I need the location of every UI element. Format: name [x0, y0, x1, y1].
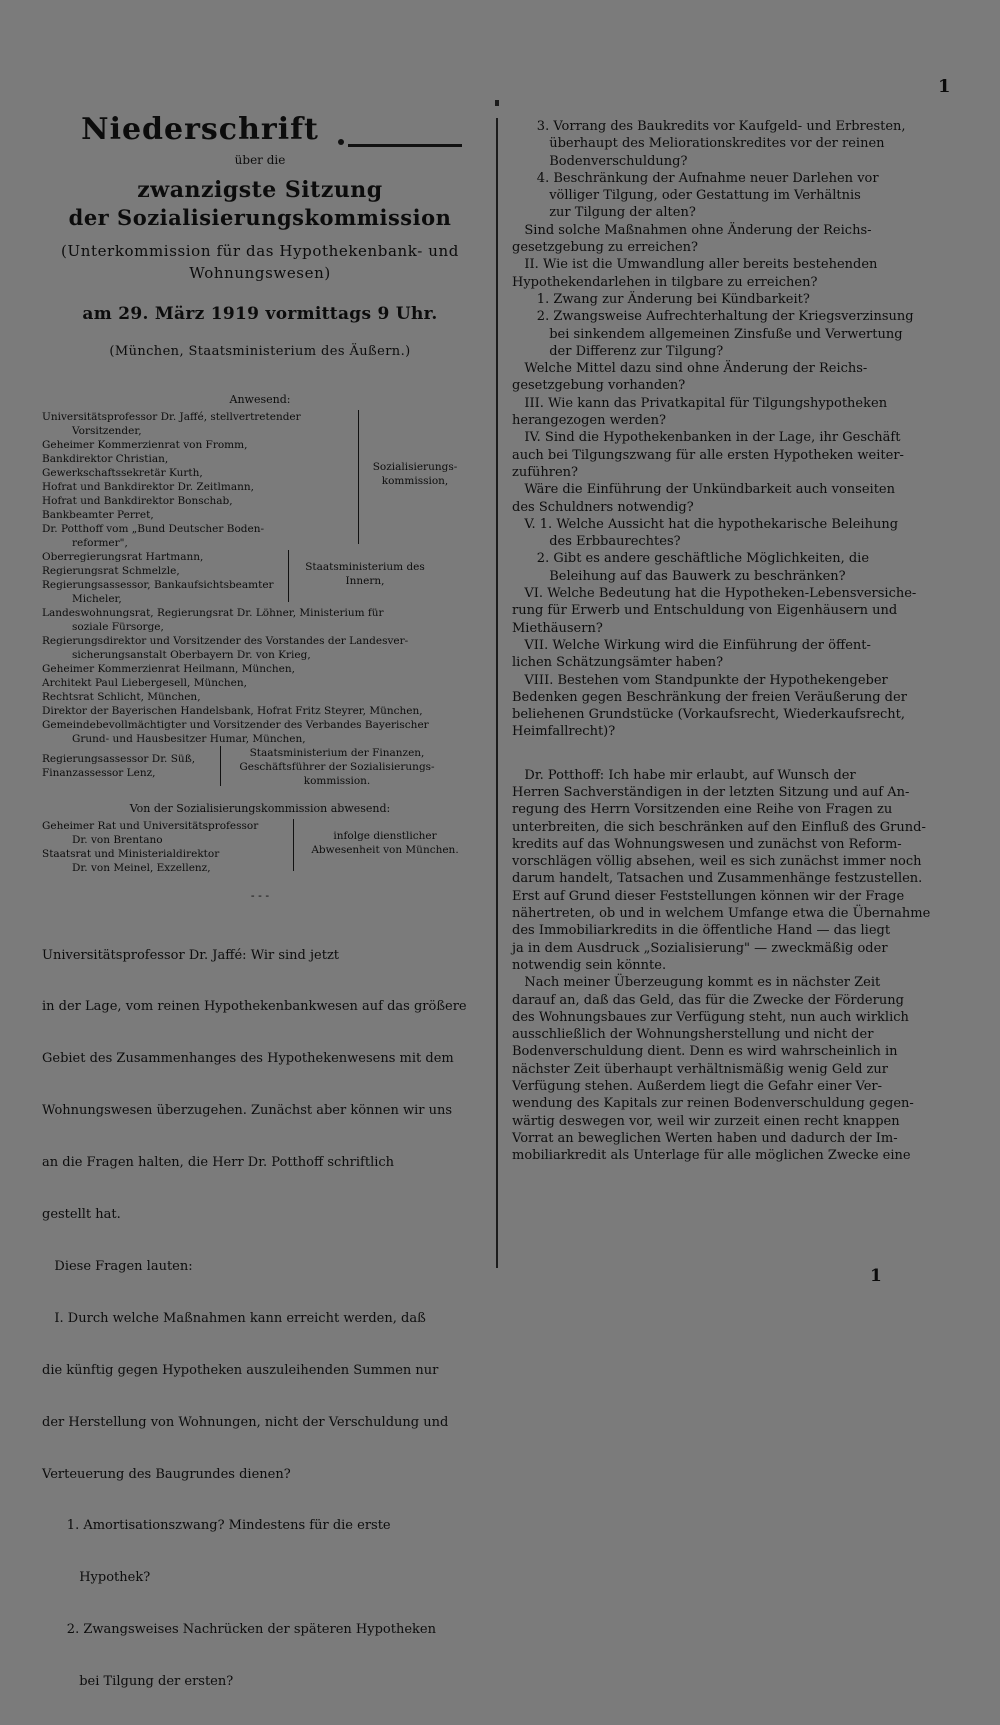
right-column [512, 118, 948, 1165]
absent-group [42, 819, 478, 875]
attendees-others [42, 606, 478, 746]
body-line: bei Tilgung der ersten? [42, 1674, 234, 1690]
attendee: Regierungsassessor Dr. Süß, [42, 753, 196, 765]
body-line: III. Wie kann das Privatkapital für Tilgungshypotheken [512, 395, 888, 411]
body-line: herangezogen werden? [512, 413, 667, 429]
body-line: Gebiet des Zusammenhanges des Hypothekenwesens mit dem [42, 1051, 454, 1067]
attendees-group-1 [42, 410, 478, 550]
over-text: über die [234, 153, 286, 167]
body-line: Welche Mittel dazu sind ohne Änderung der Reichs- [512, 361, 868, 377]
attendee: Bankdirektor Christian, [42, 453, 169, 465]
brace [293, 819, 294, 871]
body-line: vorschlägen völlig absehen, weil es sich zunächst immer noch [512, 854, 922, 870]
body-line: Hypothekendarlehen in tilgbare zu erreichen? [512, 274, 818, 290]
body-line: Sind solche Maßnahmen ohne Änderung der Reichs- [512, 222, 872, 238]
questions-list [512, 118, 948, 741]
body-line: wendung des Kapitals zur reinen Bodenverschuldung gegen- [512, 1096, 914, 1112]
attendee: Hofrat und Bankdirektor Bonschab, [42, 495, 233, 507]
attendee: Landeswohnungsrat, Regierungsrat Dr. Löhner, Ministerium für [42, 607, 384, 619]
body-line: des Immobiliarkredits in die öffentliche Hand — das liegt [512, 923, 891, 939]
body-line: Miethäusern? [512, 620, 603, 636]
body-line: des Schuldners notwendig? [512, 499, 694, 515]
attendee: Micheler, [72, 593, 122, 605]
group-label: infolge dienstlicher [333, 830, 437, 842]
body-line: die künftig gegen Hypotheken auszuleihenden Summen nur [42, 1362, 439, 1378]
subcommission-line-2: Wohnungswesen) [189, 264, 331, 282]
session-heading: zwanzigste Sitzung [137, 177, 383, 203]
body-line: mobiliarkredit als Unterlage für alle möglichen Zwecke eine [512, 1148, 911, 1164]
attendee: Regierungsassessor, Bankaufsichtsbeamter [42, 579, 274, 591]
body-line: 2. Gibt es andere geschäftliche Möglichkeiten, die [512, 551, 870, 567]
attendees-group-2 [42, 550, 478, 606]
body-line: 3. Vorrang des Baukredits vor Kaufgeld- und Erbresten, [512, 119, 906, 134]
brace [288, 550, 289, 602]
body-line: regung des Herrn Vorsitzenden eine Reihe von Fragen zu [512, 802, 893, 818]
absent-member: Geheimer Rat und Universitätsprofessor [42, 820, 259, 832]
body-line: Vorrat an beweglichen Werten haben und dadurch der Im- [512, 1130, 898, 1146]
group-label: kommission. [303, 775, 371, 787]
group-label: Sozialisierungs- [372, 461, 458, 473]
body-line: des Wohnungsbaues zur Verfügung steht, nun auch wirklich [512, 1009, 909, 1025]
body-line: beliehenen Grundstücke (Vorkaufsrecht, Wiederkaufsrecht, [512, 707, 906, 723]
attendee: Finanzassessor Lenz, [42, 767, 156, 779]
potthoff-speech [512, 767, 948, 1165]
attendee: reformer", [72, 537, 128, 549]
body-line: Hypothek? [42, 1570, 151, 1586]
body-line: II. Wie ist die Umwandlung aller bereits bestehenden [512, 257, 878, 273]
attendee: soziale Fürsorge, [72, 621, 164, 633]
body-line: völliger Tilgung, oder Gestattung im Verhältnis [512, 188, 861, 204]
body-line: notwendig sein könnte. [512, 957, 667, 973]
absent-member: Dr. von Meinel, Exzellenz, [72, 862, 211, 874]
left-column [42, 112, 478, 1725]
absent-member: Dr. von Brentano [72, 834, 163, 846]
absent-heading: Von der Sozialisierungskommission abwesend: [129, 802, 391, 815]
attendee: Vorsitzender, [72, 425, 142, 437]
attendee: Regierungsdirektor und Vorsitzender des Vorstandes der Landesver- [42, 635, 409, 647]
body-line: kredits auf das Wohnungswesen und zunächst von Reform- [512, 836, 902, 852]
session-date: am 29. März 1919 vormittags 9 Uhr. [82, 304, 438, 324]
title-rule-dot [338, 139, 344, 145]
body-line: darum handelt, Tatsachen und Zusammenhänge festzustellen. [512, 871, 923, 887]
column-dot [495, 100, 499, 106]
body-line: Nach meiner Überzeugung kommt es in nächster Zeit [512, 975, 881, 991]
body-line: zur Tilgung der alten? [512, 205, 696, 221]
title-block [42, 112, 478, 147]
body-line: VI. Welche Bedeutung hat die Hypotheken-Lebensversiche- [512, 586, 917, 602]
body-line: 1. Amortisationszwang? Mindestens für die erste [42, 1518, 391, 1534]
body-line: Verteuerung des Baugrundes dienen? [42, 1466, 291, 1482]
body-line: gesetzgebung vorhanden? [512, 378, 686, 394]
body-line: überhaupt des Meliorationskredites vor der reinen [512, 136, 885, 152]
attendee: Rechtsrat Schlicht, München, [42, 691, 201, 703]
attendee: Bankbeamter Perret, [42, 509, 154, 521]
body-line: Universitätsprofessor Dr. Jaffé: Wir sind jetzt [42, 947, 340, 963]
body-line: Wohnungswesen überzugehen. Zunächst aber können wir uns [42, 1103, 453, 1119]
body-line: Bedenken gegen Beschränkung der freien Veräußerung der [512, 689, 907, 705]
body-line: gestellt hat. [42, 1207, 121, 1223]
attendee: Architekt Paul Liebergesell, München, [42, 677, 247, 689]
body-line: des Erbbaurechtes? [512, 534, 681, 550]
attendee: Dr. Potthoff vom „Bund Deutscher Boden- [42, 523, 265, 535]
body-line: Bodenverschuldung? [512, 153, 688, 169]
body-line: 2. Zwangsweise Aufrechterhaltung der Kriegsverzinsung [512, 309, 914, 325]
body-line: lichen Schätzungsämter haben? [512, 655, 724, 671]
commission-heading: der Sozialisierungskommission [68, 205, 452, 230]
body-line: Heimfallrecht)? [512, 724, 616, 740]
body-line: ja in dem Ausdruck „Sozialisierung" — zweckmäßig oder [512, 940, 888, 956]
session-place: (München, Staatsministerium des Äußern.) [109, 344, 411, 359]
body-line: Beleihung auf das Bauwerk zu beschränken? [512, 568, 846, 584]
body-line: unterbreiten, die sich beschränken auf den Einfluß des Grund- [512, 819, 926, 835]
body-line: darauf an, daß das Geld, das für die Zwecke der Förderung [512, 992, 904, 1008]
attendee: Geheimer Kommerzienrat von Fromm, [42, 439, 248, 451]
attendee: Geheimer Kommerzienrat Heilmann, München, [42, 663, 295, 675]
body-line: Wäre die Einführung der Unkündbarkeit auch vonseiten [512, 482, 895, 498]
body-line: Herren Sachverständigen in der letzten Sitzung und auf An- [512, 784, 910, 800]
body-line: Dr. Potthoff: Ich habe mir erlaubt, auf Wunsch der [512, 767, 856, 783]
group-label: Abwesenheit von München. [311, 844, 459, 856]
body-line: 2. Zwangsweises Nachrücken der späteren Hypotheken [42, 1622, 436, 1638]
body-line: Bodenverschuldung dient. Denn es wird wahrscheinlich in [512, 1044, 898, 1060]
body-line: 1. Zwang zur Änderung bei Kündbarkeit? [512, 291, 810, 307]
document-title: Niederschrift [81, 112, 319, 147]
body-line: rung für Erwerb und Entschuldung von Eigenhäusern und [512, 603, 898, 619]
attendee: Direktor der Bayerischen Handelsbank, Hofrat Fritz Steyrer, München, [42, 705, 423, 717]
body-line: in der Lage, vom reinen Hypothekenbankwesen auf das größere [42, 999, 467, 1015]
attendees-heading: Anwesend: [229, 393, 291, 406]
body-line: Verfügung stehen. Außerdem liegt die Gefahr einer Ver- [512, 1079, 883, 1095]
body-line: 4. Beschränkung der Aufnahme neuer Darlehen vor [512, 170, 879, 186]
body-line: Erst auf Grund dieser Feststellungen können wir der Frage [512, 888, 905, 904]
group-label: Staatsministerium des [305, 561, 425, 573]
separator: - - - [250, 889, 270, 902]
body-line: nähertreten, ob und in welchem Umfange etwa die Übernahme [512, 906, 931, 922]
page-number-bottom: 1 [870, 1266, 882, 1286]
attendee: Gewerkschaftssekretär Kurth, [42, 467, 203, 479]
brace [220, 746, 221, 786]
body-line: nächster Zeit überhaupt verhältnismäßig wenig Geld zur [512, 1061, 888, 1077]
page-number-top: 1 [938, 76, 951, 97]
body-line: V. 1. Welche Aussicht hat die hypothekarische Beleihung [512, 516, 899, 532]
attendee: Oberregierungsrat Hartmann, [42, 551, 204, 563]
attendees-group-3 [42, 746, 478, 788]
group-label: kommission, [381, 475, 449, 487]
body-line: gesetzgebung zu erreichen? [512, 240, 699, 256]
group-label: Geschäftsführer der Sozialisierungs- [239, 761, 435, 773]
body-line: I. Durch welche Maßnahmen kann erreicht werden, daß [42, 1310, 426, 1326]
body-line: VII. Welche Wirkung wird die Einführung der öffent- [512, 637, 871, 653]
body-line: Diese Fragen lauten: [42, 1258, 193, 1274]
group-label: Staatsministerium der Finanzen, [249, 747, 425, 759]
title-rule [348, 144, 462, 147]
attendee: Gemeindebevollmächtigter und Vorsitzender des Verbandes Bayerischer [42, 719, 429, 731]
body-line: wärtig deswegen vor, weil wir zurzeit einen recht knappen [512, 1113, 900, 1129]
attendee: Hofrat und Bankdirektor Dr. Zeitlmann, [42, 481, 254, 493]
body-line: zuführen? [512, 464, 579, 480]
body-line: der Herstellung von Wohnungen, nicht der Verschuldung und [42, 1414, 449, 1430]
body-line: an die Fragen halten, die Herr Dr. Potthoff schriftlich [42, 1155, 395, 1171]
group-label: Innern, [345, 575, 385, 587]
body-line: ausschließlich der Wohnungsherstellung und nicht der [512, 1027, 874, 1043]
subcommission-line-1: (Unterkommission für das Hypothekenbank- und [61, 242, 459, 260]
body-line: VIII. Bestehen vom Standpunkte der Hypothekengeber [512, 672, 888, 688]
body-line: IV. Sind die Hypothekenbanken in der Lage, ihr Geschäft [512, 430, 901, 446]
body-line: auch bei Tilgungszwang für alle ersten Hypotheken weiter- [512, 447, 904, 463]
body-line: der Differenz zur Tilgung? [512, 343, 724, 359]
attendee: Universitätsprofessor Dr. Jaffé, stellvertretender [42, 411, 301, 423]
attendee: Regierungsrat Schmelzle, [42, 565, 180, 577]
absent-member: Staatsrat und Ministerialdirektor [42, 848, 220, 860]
column-divider [496, 118, 498, 1268]
left-body-text [42, 912, 478, 1725]
body-line: bei sinkendem allgemeinen Zinsfuße und Verwertung [512, 326, 903, 342]
attendee: Grund- und Hausbesitzer Humar, München, [72, 733, 306, 745]
brace [358, 410, 359, 544]
attendee: sicherungsanstalt Oberbayern Dr. von Krieg, [72, 649, 311, 661]
